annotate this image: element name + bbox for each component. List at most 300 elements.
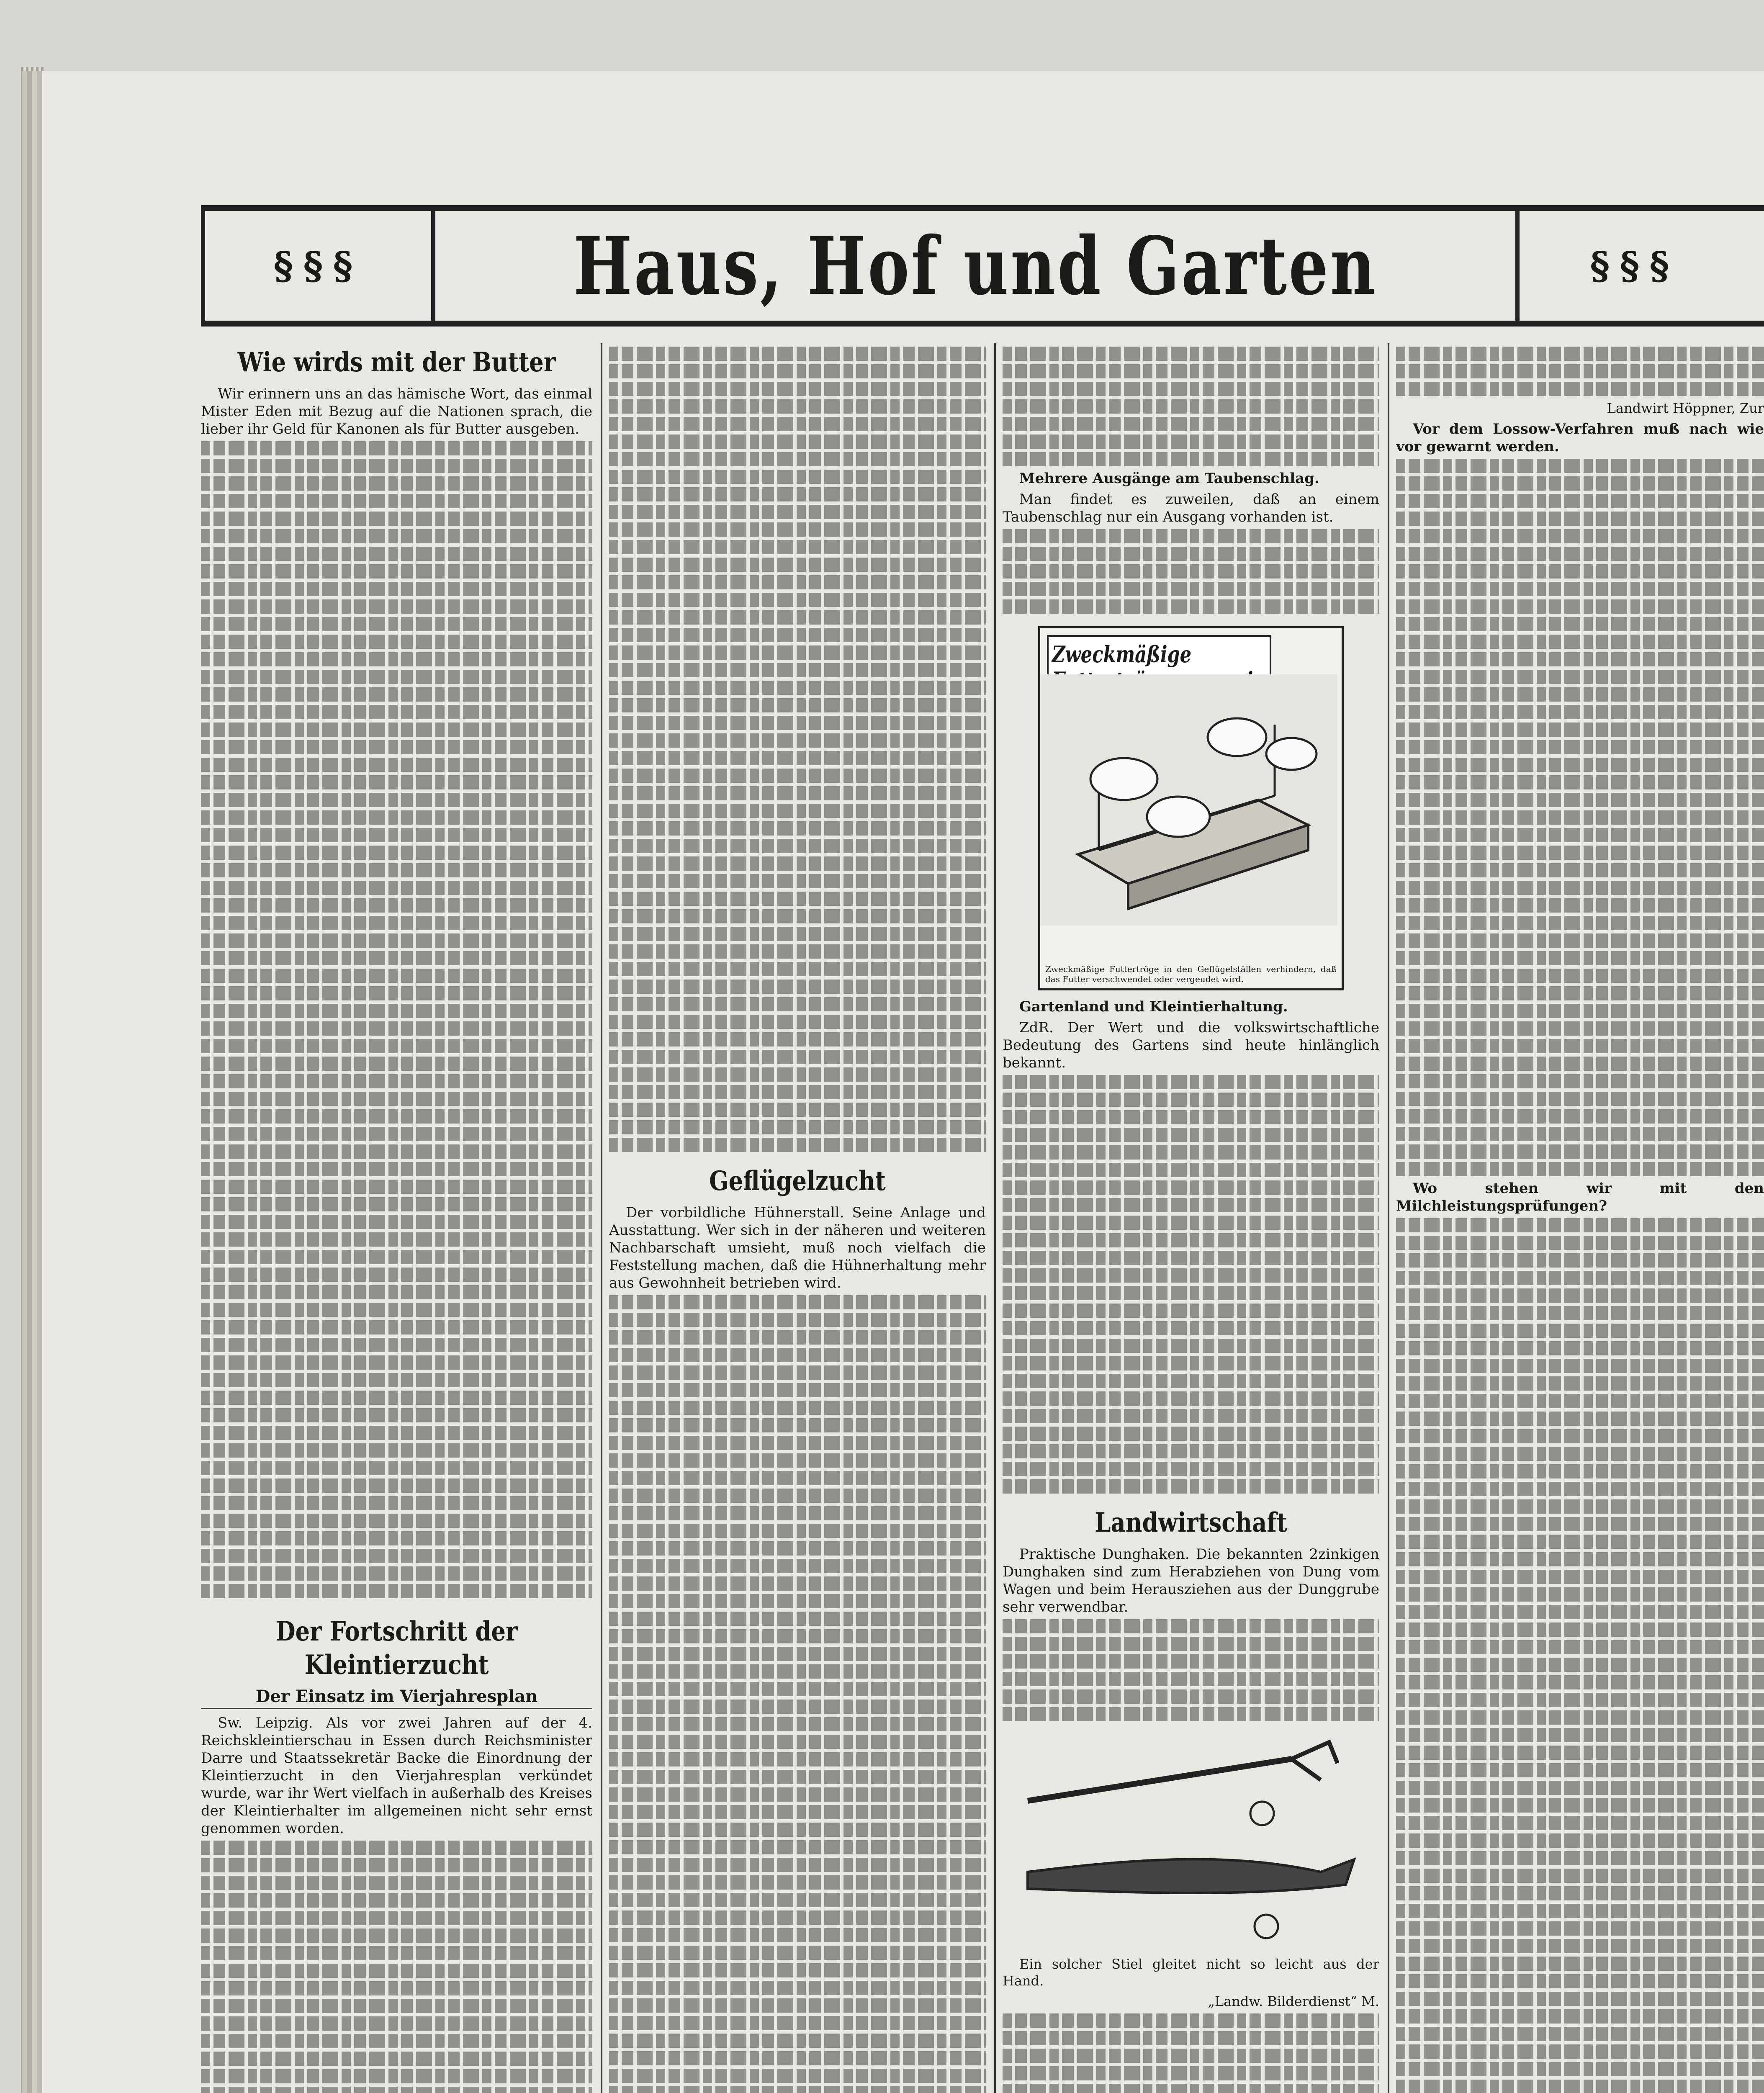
text-line bbox=[1003, 1654, 1379, 1669]
text-line bbox=[201, 1180, 592, 1194]
text-line bbox=[1396, 564, 1764, 579]
text-line bbox=[1003, 1462, 1379, 1476]
article-lead-butter: Wir erinnern uns an das hämische Wort, das einmal Mister Eden mit Bezug auf die Nationen sprach, die lieber ihr Geld für Kanonen als für Butter ausgeben. bbox=[201, 386, 592, 437]
column-4 bbox=[1396, 343, 1764, 2093]
text-line bbox=[201, 1074, 592, 1088]
text-line bbox=[201, 863, 592, 877]
text-line bbox=[1396, 1004, 1764, 1018]
text-line bbox=[201, 1999, 592, 2013]
text-line bbox=[609, 1752, 986, 1766]
text-line bbox=[609, 1594, 986, 1608]
text-line bbox=[609, 628, 986, 642]
text-line bbox=[1396, 1092, 1764, 1106]
text-line bbox=[201, 1039, 592, 1053]
text-line bbox=[1003, 1479, 1379, 1494]
text-line bbox=[201, 775, 592, 789]
text-line bbox=[201, 1928, 592, 1943]
text-line bbox=[609, 1524, 986, 1538]
text-line bbox=[201, 1841, 592, 1855]
text-line bbox=[1396, 1306, 1764, 1320]
subhead-kleintierzucht: Der Einsatz im Vierjahresplan bbox=[201, 1688, 592, 1709]
text-line bbox=[201, 582, 592, 596]
text-line bbox=[1396, 617, 1764, 631]
text-line bbox=[201, 828, 592, 842]
headline-taubenschlag: Mehrere Ausgänge am Taubenschlag. bbox=[1019, 470, 1319, 487]
text-line bbox=[1003, 599, 1379, 614]
text-line bbox=[1396, 1798, 1764, 1813]
text-line bbox=[1396, 1039, 1764, 1053]
text-line bbox=[609, 610, 986, 625]
headline-butter: Wie wirds mit der Butter bbox=[237, 347, 556, 378]
text-line bbox=[1396, 364, 1764, 378]
text-line bbox=[609, 540, 986, 554]
text-line bbox=[609, 786, 986, 800]
text-line bbox=[1396, 2009, 1764, 2024]
text-line bbox=[1396, 1869, 1764, 1883]
text-line bbox=[1003, 1180, 1379, 1195]
text-line bbox=[1396, 1517, 1764, 1531]
text-line bbox=[1396, 828, 1764, 842]
text-line bbox=[609, 522, 986, 537]
text-line bbox=[1396, 1886, 1764, 1900]
text-line bbox=[1003, 399, 1379, 414]
text-line bbox=[1396, 986, 1764, 1000]
text-line bbox=[201, 793, 592, 807]
text-line bbox=[201, 846, 592, 860]
text-line bbox=[1396, 512, 1764, 526]
text-line bbox=[201, 1549, 592, 1563]
article-lead-gefluegelzucht: Der vorbildliche Hühnerstall. Seine Anlage und Ausstattung. Wer sich in der näheren und weiteren Nachbarschaft umsieht, muß noch vielfach die Feststellung machen, daß die Hühnerhaltung mehr aus Gewohnheit betrieben wird. bbox=[609, 1204, 986, 1291]
text-line bbox=[1003, 452, 1379, 466]
text-line bbox=[609, 1383, 986, 1397]
text-line bbox=[1003, 2031, 1379, 2045]
ornament-right-icon: §§§ bbox=[1515, 211, 1750, 321]
text-line bbox=[609, 1787, 986, 1802]
text-line bbox=[1003, 1672, 1379, 1686]
text-line bbox=[1003, 1251, 1379, 1265]
text-line bbox=[609, 1770, 986, 1784]
text-line bbox=[201, 564, 592, 579]
text-line bbox=[1003, 2084, 1379, 2093]
text-line bbox=[609, 1576, 986, 1591]
text-line bbox=[1003, 1110, 1379, 1124]
article-lead-gartenland: ZdR. Der Wert und die volkswirtschaftliche Bedeutung des Gartens sind heute hinlänglich bekannt. bbox=[1003, 1019, 1379, 1071]
text-line bbox=[1396, 1359, 1764, 1373]
text-line bbox=[201, 1021, 592, 1036]
text-line bbox=[201, 1566, 592, 1581]
text-line bbox=[609, 663, 986, 677]
text-line bbox=[1396, 2044, 1764, 2059]
text-line bbox=[201, 1232, 592, 1247]
text-line bbox=[609, 558, 986, 572]
text-line bbox=[201, 599, 592, 614]
text-line bbox=[1003, 417, 1379, 431]
text-line bbox=[1396, 898, 1764, 913]
text-line bbox=[1396, 1851, 1764, 1865]
text-line bbox=[1396, 1816, 1764, 1830]
text-line bbox=[1396, 1482, 1764, 1496]
text-line bbox=[1396, 494, 1764, 508]
text-line bbox=[1396, 476, 1764, 491]
text-line bbox=[1396, 1570, 1764, 1584]
text-line bbox=[1396, 1728, 1764, 1742]
text-line bbox=[201, 1514, 592, 1528]
text-line bbox=[1396, 1833, 1764, 1848]
text-line bbox=[609, 1436, 986, 1450]
text-line bbox=[609, 874, 986, 888]
text-line bbox=[609, 364, 986, 378]
text-line bbox=[609, 1418, 986, 1432]
text-line bbox=[1003, 1198, 1379, 1212]
text-line bbox=[609, 1453, 986, 1468]
text-line bbox=[609, 769, 986, 783]
text-line bbox=[609, 1717, 986, 1731]
text-line bbox=[609, 1735, 986, 1749]
text-line bbox=[609, 1559, 986, 1573]
text-line bbox=[1003, 1427, 1379, 1441]
text-line bbox=[609, 1981, 986, 1995]
text-line bbox=[1396, 758, 1764, 772]
text-line bbox=[1396, 2080, 1764, 2093]
figure-title: Zweckmäßige bbox=[1047, 635, 1271, 725]
text-line bbox=[1396, 1640, 1764, 1654]
text-line bbox=[201, 529, 592, 543]
text-line bbox=[1396, 1992, 1764, 2006]
text-line bbox=[1396, 1535, 1764, 1549]
page-edge bbox=[21, 67, 44, 2093]
text-line bbox=[609, 1700, 986, 1714]
text-line bbox=[1396, 459, 1764, 473]
text-line bbox=[1396, 2027, 1764, 2041]
text-line bbox=[609, 575, 986, 589]
text-line bbox=[1396, 933, 1764, 948]
text-line bbox=[201, 1443, 592, 1458]
text-line bbox=[1003, 1409, 1379, 1423]
text-line bbox=[201, 1250, 592, 1264]
article-lead-kleintierzucht: Sw. Leipzig. Als vor zwei Jahren auf der 4. Reichskleintierschau in Essen durch Reichsminister Darre und Staatssekretär Backe die Einordnung der Kleintierzucht in den Vierjahresplan verkündet wurde, war ihr Wert vielfach in außerhalb des Kreises der Kleintierhalter im allgemeinen nicht sehr ernst genommen worden. bbox=[201, 1715, 592, 1837]
text-line bbox=[1396, 1162, 1764, 1176]
text-line bbox=[1396, 1324, 1764, 1338]
text-line bbox=[201, 1858, 592, 1872]
text-line bbox=[609, 1471, 986, 1485]
text-line bbox=[201, 1057, 592, 1071]
text-line bbox=[1396, 1693, 1764, 1707]
text-line bbox=[201, 916, 592, 930]
text-line bbox=[1396, 670, 1764, 684]
text-line bbox=[609, 892, 986, 906]
text-line bbox=[609, 698, 986, 712]
text-line bbox=[201, 898, 592, 913]
text-line bbox=[609, 1401, 986, 1415]
text-line bbox=[609, 2051, 986, 2065]
text-line bbox=[609, 733, 986, 748]
column-rule bbox=[994, 343, 996, 2093]
text-line bbox=[609, 1313, 986, 1327]
text-line bbox=[1396, 1957, 1764, 1971]
text-line bbox=[201, 494, 592, 508]
text-line bbox=[609, 2086, 986, 2093]
text-line bbox=[201, 1320, 592, 1334]
text-line bbox=[201, 1355, 592, 1370]
text-line bbox=[1396, 347, 1764, 361]
text-line bbox=[1396, 1412, 1764, 1426]
text-line bbox=[201, 476, 592, 491]
article-lead-taubenschlag: Man findet es zuweilen, daß an einem Taubenschlag nur ein Ausgang vorhanden ist. bbox=[1003, 491, 1379, 525]
text-line bbox=[609, 716, 986, 730]
text-line bbox=[1396, 547, 1764, 561]
text-line bbox=[1003, 435, 1379, 449]
text-line bbox=[1396, 1904, 1764, 1918]
text-line bbox=[201, 758, 592, 772]
text-line bbox=[1396, 2062, 1764, 2076]
text-line bbox=[201, 1408, 592, 1422]
text-line bbox=[609, 1682, 986, 1696]
text-line bbox=[609, 1963, 986, 1977]
text-line bbox=[201, 547, 592, 561]
text-line bbox=[201, 951, 592, 965]
text-line bbox=[609, 1647, 986, 1661]
text-line bbox=[609, 435, 986, 449]
text-line bbox=[609, 1805, 986, 1819]
text-line bbox=[1396, 1464, 1764, 1478]
text-line bbox=[1396, 740, 1764, 754]
text-line bbox=[201, 1162, 592, 1176]
text-line bbox=[609, 1295, 986, 1309]
column-3 bbox=[1003, 343, 1379, 2093]
text-line bbox=[201, 1876, 592, 1890]
text-line bbox=[1396, 723, 1764, 737]
text-line bbox=[609, 505, 986, 519]
text-line bbox=[1003, 382, 1379, 396]
text-line bbox=[609, 1875, 986, 1890]
text-line bbox=[609, 1541, 986, 1556]
section-title: Haus, Hof und Garten bbox=[573, 219, 1378, 313]
text-line bbox=[201, 1285, 592, 1299]
text-line bbox=[1396, 635, 1764, 649]
text-line bbox=[1396, 382, 1764, 396]
figure-caption: Zweckmäßige Futtertröge in den Geflügelställen verhindern, daß das Futter verschwendet oder vergeudet wird. bbox=[1045, 964, 1337, 984]
text-line bbox=[1396, 1552, 1764, 1566]
column-1 bbox=[201, 343, 592, 2093]
text-line bbox=[201, 1127, 592, 1141]
text-line bbox=[1396, 705, 1764, 719]
text-line bbox=[609, 1330, 986, 1345]
text-line bbox=[1396, 863, 1764, 877]
text-line bbox=[201, 2034, 592, 2048]
text-line bbox=[201, 1391, 592, 1405]
text-line bbox=[609, 1893, 986, 1907]
text-line bbox=[1396, 810, 1764, 825]
text-line bbox=[1396, 1144, 1764, 1159]
text-line bbox=[609, 1348, 986, 1362]
text-line bbox=[1003, 1619, 1379, 1633]
text-line bbox=[1396, 1587, 1764, 1602]
text-line bbox=[1003, 1356, 1379, 1370]
text-line bbox=[609, 997, 986, 1011]
text-line bbox=[1396, 1974, 1764, 1988]
text-line bbox=[1003, 2013, 1379, 2028]
text-line bbox=[609, 856, 986, 871]
trough-illustration-icon bbox=[1040, 674, 1337, 967]
text-line bbox=[1003, 364, 1379, 378]
text-line bbox=[201, 1338, 592, 1352]
headline-kleintierzucht: Der Fortschritt der Kleintierzucht bbox=[275, 1616, 518, 1681]
text-line bbox=[201, 670, 592, 684]
text-line bbox=[1396, 1253, 1764, 1268]
text-line bbox=[201, 1946, 592, 1960]
text-line bbox=[609, 452, 986, 466]
text-line bbox=[1396, 1109, 1764, 1124]
text-line bbox=[609, 645, 986, 660]
text-line bbox=[1396, 1057, 1764, 1071]
text-line bbox=[1003, 1286, 1379, 1300]
text-line bbox=[609, 347, 986, 361]
text-line bbox=[201, 1268, 592, 1282]
text-line bbox=[201, 2069, 592, 2083]
text-line bbox=[609, 1998, 986, 2013]
text-line bbox=[1396, 1074, 1764, 1088]
text-line bbox=[1003, 1093, 1379, 1107]
text-line bbox=[1396, 1021, 1764, 1036]
text-line bbox=[201, 617, 592, 631]
text-line bbox=[609, 980, 986, 994]
text-line bbox=[201, 652, 592, 666]
text-line bbox=[1396, 599, 1764, 614]
text-line bbox=[201, 969, 592, 983]
text-line bbox=[1003, 547, 1379, 561]
text-line bbox=[1396, 1939, 1764, 1953]
text-line bbox=[609, 2034, 986, 2048]
text-line bbox=[1396, 529, 1764, 543]
text-line bbox=[1396, 1710, 1764, 1725]
text-line bbox=[201, 1215, 592, 1229]
text-line bbox=[1003, 1321, 1379, 1335]
text-line bbox=[609, 821, 986, 836]
text-line bbox=[1396, 1127, 1764, 1141]
text-line bbox=[609, 1928, 986, 1942]
text-line bbox=[1003, 1128, 1379, 1142]
text-line bbox=[1396, 1763, 1764, 1777]
text-line bbox=[201, 1426, 592, 1440]
text-line bbox=[1396, 1394, 1764, 1408]
text-line bbox=[1396, 1658, 1764, 1672]
text-line bbox=[609, 1120, 986, 1134]
text-line bbox=[609, 399, 986, 414]
text-line bbox=[1003, 2066, 1379, 2080]
text-line bbox=[1003, 1391, 1379, 1406]
article-lead-landwirtschaft: Praktische Dunghaken. Die bekannten 2zinkigen Dunghaken sind zum Herabziehen von Dung vom Wagen und beim Herausziehen aus der Dunggrube sehr verwendbar. bbox=[1003, 1546, 1379, 1615]
text-line bbox=[1396, 1781, 1764, 1795]
text-line bbox=[609, 487, 986, 501]
text-line bbox=[201, 933, 592, 948]
column-rule bbox=[1388, 343, 1389, 2093]
dunghaken-tool-icon bbox=[1003, 1734, 1379, 1952]
text-line bbox=[201, 1531, 592, 1545]
text-line bbox=[1396, 1675, 1764, 1689]
text-line bbox=[609, 962, 986, 976]
text-line bbox=[1396, 1218, 1764, 1232]
text-line bbox=[1396, 1499, 1764, 1514]
text-line bbox=[609, 927, 986, 941]
text-line bbox=[609, 1506, 986, 1520]
text-line bbox=[1003, 2049, 1379, 2063]
text-line bbox=[1396, 846, 1764, 860]
text-line bbox=[1396, 916, 1764, 930]
text-line bbox=[1003, 529, 1379, 543]
text-line bbox=[1396, 1236, 1764, 1250]
text-line bbox=[1396, 1271, 1764, 1285]
headline-landwirtschaft: Landwirtschaft bbox=[1095, 1507, 1287, 1538]
text-line bbox=[609, 382, 986, 396]
text-line bbox=[1396, 1622, 1764, 1637]
text-line bbox=[609, 1840, 986, 1854]
text-line bbox=[201, 687, 592, 702]
text-line bbox=[609, 1015, 986, 1029]
ornament-left-icon: §§§ bbox=[201, 211, 435, 321]
text-line bbox=[609, 1032, 986, 1046]
text-line bbox=[201, 705, 592, 719]
text-line bbox=[1003, 1268, 1379, 1283]
text-line bbox=[609, 944, 986, 959]
text-line bbox=[609, 1067, 986, 1082]
text-line bbox=[201, 1144, 592, 1159]
text-line bbox=[609, 1612, 986, 1626]
text-line bbox=[201, 1461, 592, 1475]
text-line bbox=[1003, 1374, 1379, 1388]
text-line bbox=[1003, 1444, 1379, 1458]
text-line bbox=[609, 1823, 986, 1837]
trough-figure bbox=[1038, 626, 1344, 990]
text-line bbox=[1003, 1304, 1379, 1318]
text-line bbox=[609, 1946, 986, 1960]
text-line bbox=[201, 1584, 592, 1598]
column-2 bbox=[609, 343, 986, 2093]
text-line bbox=[1003, 1216, 1379, 1230]
text-line bbox=[609, 470, 986, 484]
text-line bbox=[1003, 1163, 1379, 1177]
text-line bbox=[1003, 582, 1379, 596]
text-line bbox=[1396, 1288, 1764, 1303]
text-line bbox=[609, 593, 986, 607]
text-line bbox=[201, 2052, 592, 2066]
text-line bbox=[201, 1893, 592, 1908]
text-line bbox=[1003, 347, 1379, 361]
text-line bbox=[609, 1858, 986, 1872]
text-line bbox=[201, 1373, 592, 1387]
text-line bbox=[201, 441, 592, 455]
text-line bbox=[201, 881, 592, 895]
text-line bbox=[1003, 1075, 1379, 1089]
text-line bbox=[1396, 951, 1764, 965]
text-line bbox=[1396, 1376, 1764, 1391]
text-line bbox=[609, 1050, 986, 1064]
text-line bbox=[201, 1981, 592, 1995]
text-line bbox=[1396, 1429, 1764, 1443]
text-line bbox=[201, 986, 592, 1000]
tool-caption: Ein solcher Stiel gleitet nicht so leicht aus der Hand. bbox=[1003, 1956, 1379, 1989]
text-line bbox=[201, 1478, 592, 1493]
text-line bbox=[609, 1365, 986, 1380]
tool-credit: „Landw. Bilderdienst“ M. bbox=[1208, 1993, 1379, 2009]
text-line bbox=[1003, 1339, 1379, 1353]
text-line bbox=[201, 1303, 592, 1317]
text-line bbox=[201, 1092, 592, 1106]
column-rule bbox=[601, 343, 602, 2093]
text-line bbox=[201, 1964, 592, 1978]
text-line bbox=[201, 740, 592, 754]
article-lead-lossow: Vor dem Lossow-Verfahren muß nach wie vor gewarnt werden. bbox=[1396, 421, 1764, 455]
headline-gartenland: Gartenland und Kleintierhaltung. bbox=[1019, 998, 1288, 1015]
